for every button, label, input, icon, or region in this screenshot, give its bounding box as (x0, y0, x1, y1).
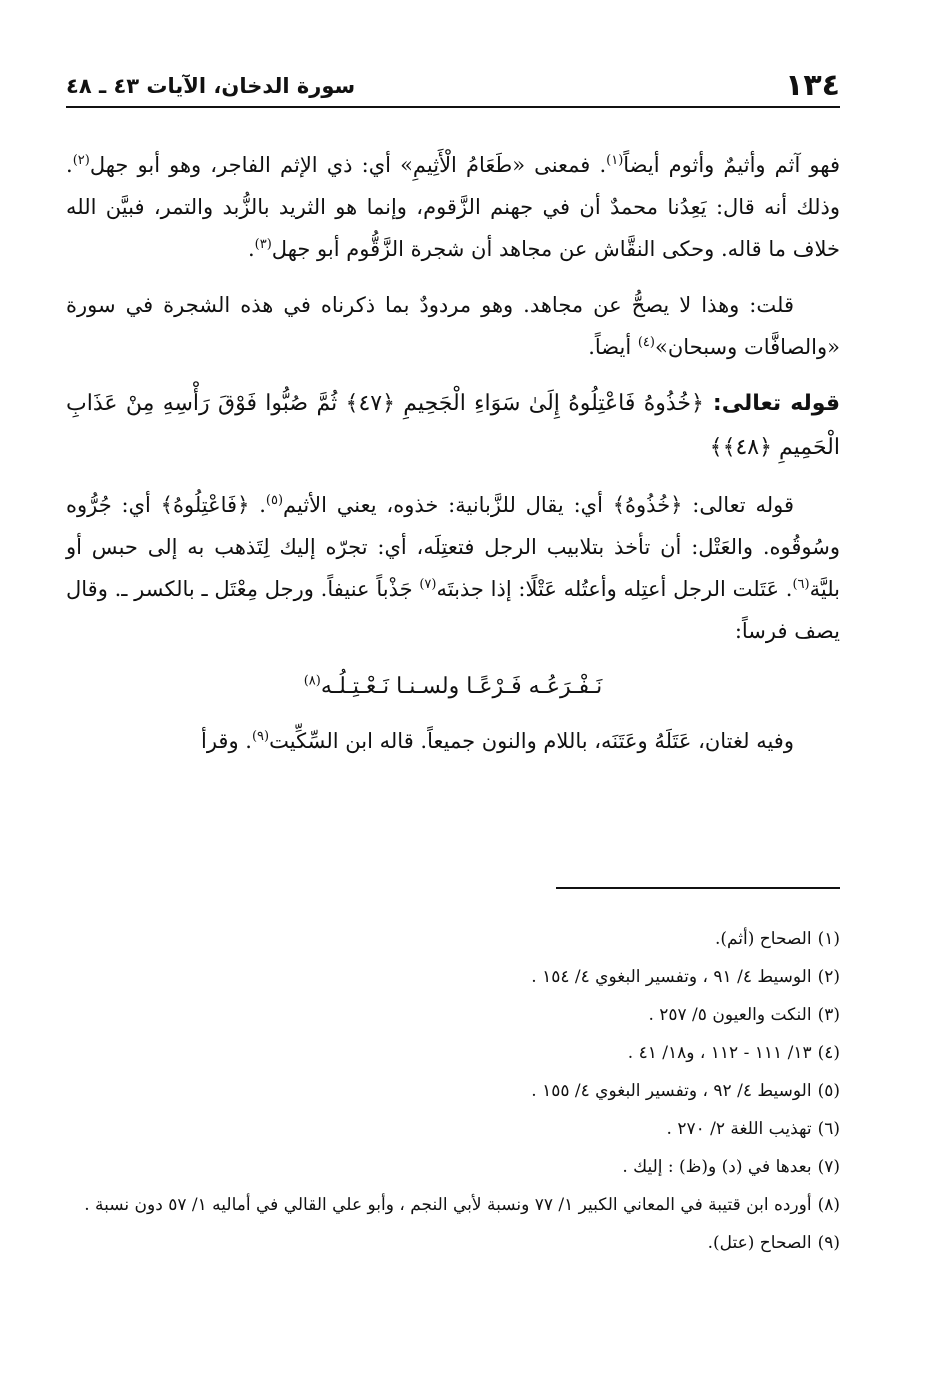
page-number: ١٣٤ (785, 68, 840, 103)
verse-lead: قوله تعالى: (703, 391, 840, 416)
text-run: . ﴿فَاعْتِلُوهُ﴾ أي: جُرُّوه وسُوقُوه. والعَتْل: أن تأخذ بتلابيب الرجل فتعتِلَه، أي: تجرّه إليك لِتَذهب به إلى حبس أو بليَّة (66, 493, 840, 601)
main-text (66, 144, 840, 776)
footnote-text: الوسيط ٤/ ٩١ ، وتفسير البغوي ٤/ ١٥٤ . (531, 967, 812, 987)
text-run: قوله تعالى: ﴿خُذُوهُ﴾ أي: يقال للزَّبانية: خذوه، يعني الأثيم (283, 493, 794, 517)
footnote-item (66, 998, 840, 1032)
paragraph-4 (66, 720, 840, 762)
poem-line (66, 666, 840, 708)
footnote-number: (٧) (817, 1157, 840, 1177)
footnote-text: بعدها في (د) و(ظ) : إليك . (622, 1157, 812, 1177)
footnote-number: (١) (817, 929, 840, 949)
footnote-item (66, 1074, 840, 1108)
text-run: . وذلك أنه قال: يَعِدُنا محمدٌ أن في جهنم الزَّقوم، وإنما هو الثريد بالزُّبد والتمر، فبيَّن الله خلاف ما قاله. وحكى النقَّاش عن مجاهد أن شجرة الزَّقُّوم أبو جهل (66, 153, 840, 261)
text-run: وفيه لغتان، عَتَلَهُ وعَتَنَه، باللام والنون جميعاً. قاله ابن السِّكِّيت (269, 729, 794, 753)
poem-text: نَـفْـرَعُـه فَـرْعًـا ولسـنـا نَـعْـتِـلُـه (320, 674, 603, 699)
text-run: . وقرأ (201, 729, 252, 753)
footnote-item (66, 960, 840, 994)
quran-verse: ﴿خُذُوهُ فَاعْتِلُوهُ إِلَىٰ سَوَاءِ الْجَحِيمِ ﴿٤٧﴾ ثُمَّ صُبُّوا فَوْقَ رَأْسِهِ مِنْ عَذَابِ الْحَمِيمِ ﴿٤٨﴾﴾ (66, 391, 840, 460)
footnote-text: الصحاح (عتل). (707, 1233, 812, 1253)
footnote-ref: (٩) (251, 729, 270, 744)
paragraph-1 (66, 144, 840, 270)
text-run: أيضاً. (588, 335, 638, 359)
footnote-number: (٣) (817, 1005, 840, 1025)
footnote-item (66, 1112, 840, 1146)
footnote-number: (٢) (817, 967, 840, 987)
footnote-item (66, 1226, 840, 1260)
text-run: . (247, 237, 255, 261)
footnote-text: الوسيط ٤/ ٩٢ ، وتفسير البغوي ٤/ ١٥٥ . (531, 1081, 812, 1101)
footnote-item (66, 1188, 840, 1222)
footnote-ref: (٦) (792, 577, 810, 592)
footnote-number: (٨) (817, 1195, 840, 1215)
footnote-divider (556, 887, 840, 889)
footnote-ref: (١) (606, 153, 624, 168)
footnote-text: تهذيب اللغة ٢/ ٢٧٠ . (666, 1119, 812, 1139)
footnote-number: (٩) (817, 1233, 840, 1253)
footnote-ref: (٢) (72, 153, 90, 168)
footnote-text: ١٣/ ١١١ - ١١٢ ، و١٨/ ٤١ . (627, 1043, 812, 1063)
footnote-ref: (٤) (637, 335, 655, 350)
footnote-item (66, 922, 840, 956)
running-title: سورة الدخان، الآيات ٤٣ ـ ٤٨ (66, 74, 356, 98)
footnote-number: (٥) (817, 1081, 840, 1101)
text-run: قلت: وهذا لا يصحُّ عن مجاهد. وهو مردودٌ بما ذكرناه في هذه الشجرة في سورة «والصافَّات وسبحان» (66, 293, 840, 359)
paragraph-2 (66, 284, 840, 368)
footnote-text: النكت والعيون ٥/ ٢٥٧ . (648, 1005, 812, 1025)
footnote-item (66, 1036, 840, 1070)
text-run: جَذْباً عنيفاً. ورجل مِعْتَل ـ بالكسر ـ. وقال يصف فرساً: (66, 577, 840, 643)
footnote-ref: (٥) (265, 493, 284, 508)
footnote-ref: (٣) (254, 237, 272, 252)
text-run: فهو آثم وأثيمٌ وأثوم أيضاً (623, 153, 840, 177)
verse-heading (66, 382, 840, 470)
footnote-ref: (٧) (419, 577, 437, 592)
footnotes-list (66, 922, 840, 1264)
footnote-text: أورده ابن قتيبة في المعاني الكبير ١/ ٧٧ ونسبة لأبي النجم ، وأبو علي القالي في أماليه ١/ ٥٧ دون نسبة . (84, 1195, 812, 1215)
text-run: . عَتَلت الرجل أعتِله وأعتُله عَتْلًا: إذا جذبتَه (436, 577, 793, 601)
footnote-number: (٦) (817, 1119, 840, 1139)
footnote-number: (٤) (817, 1043, 840, 1063)
paragraph-3 (66, 484, 840, 652)
page-header (66, 66, 840, 108)
footnote-item (66, 1150, 840, 1184)
footnote-ref: (٨) (303, 673, 321, 689)
footnote-text: الصحاح (أثم). (714, 929, 812, 949)
text-run: . فمعنى «طَعَامُ الْأَثِيمِ» أي: ذي الإثم الفاجر، وهو أبو جهل (89, 153, 607, 177)
